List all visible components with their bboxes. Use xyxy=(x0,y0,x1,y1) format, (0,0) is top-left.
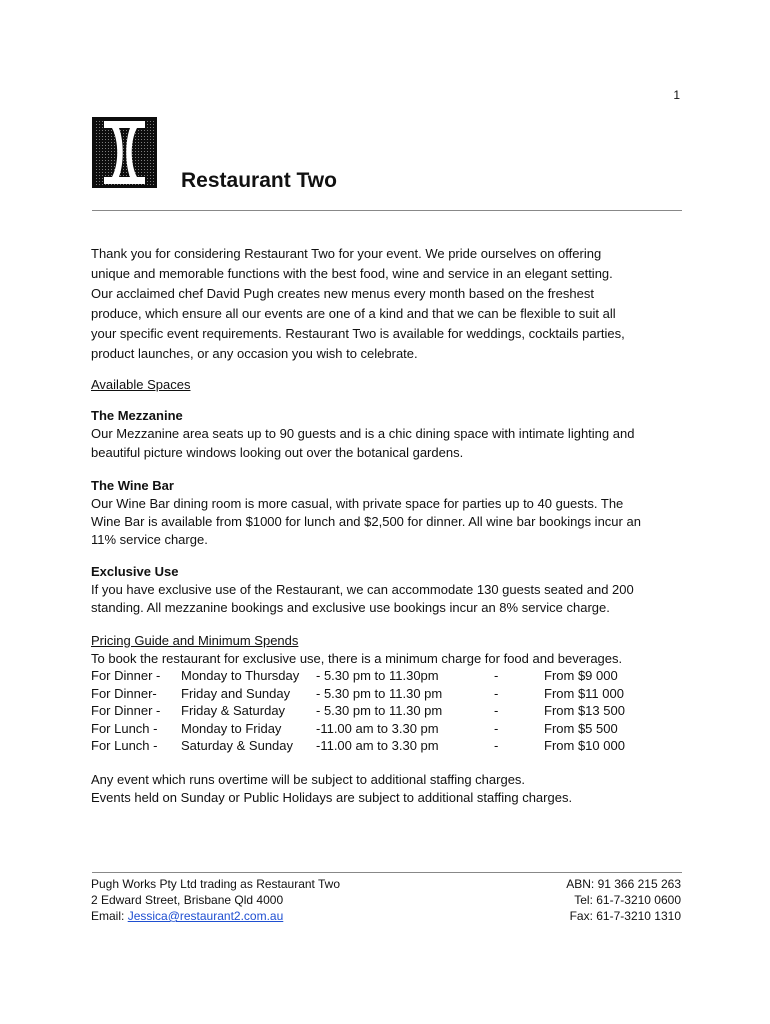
intro-line: Our acclaimed chef David Pugh creates new menus every month based on the freshest xyxy=(91,286,594,301)
mezzanine-line: Our Mezzanine area seats up to 90 guests and is a chic dining space with intimate lighting and xyxy=(91,426,635,441)
footer-address: 2 Edward Street, Brisbane Qld 4000 xyxy=(91,893,284,907)
pricing-intro: To book the restaurant for exclusive use, there is a minimum charge for food and beverages. xyxy=(91,651,623,666)
wine-bar-line: Our Wine Bar dining room is more casual, with private space for parties up to 40 guests. The xyxy=(91,496,624,511)
table-row xyxy=(91,667,625,685)
days-cell: Monday to Thursday xyxy=(181,668,300,683)
days-cell: Saturday & Sunday xyxy=(181,738,294,753)
footer-abn: ABN: 91 366 215 263 xyxy=(566,877,681,891)
header-divider xyxy=(92,210,682,211)
footer-tel: Tel: 61-7-3210 0600 xyxy=(574,893,681,907)
dash-cell: - xyxy=(494,703,499,718)
exclusive-use-line: If you have exclusive use of the Restaurant, we can accommodate 130 guests seated and 200 xyxy=(91,582,634,597)
pricing-heading: Pricing Guide and Minimum Spends xyxy=(91,633,299,648)
footer-numbers xyxy=(566,876,681,924)
intro-line: your specific event requirements. Restaurant Two is available for weddings, cocktails parties, xyxy=(91,326,625,341)
dash-cell: - xyxy=(494,668,499,683)
dash-cell: - xyxy=(494,738,499,753)
exclusive-use-line: standing. All mezzanine bookings and exclusive use bookings incur an 8% service charge. xyxy=(91,600,610,615)
footer-contact xyxy=(91,876,340,924)
table-row xyxy=(91,737,625,755)
pricing-section xyxy=(91,632,691,668)
intro-line: product launches, or any occasion you wish to celebrate. xyxy=(91,346,418,361)
restaurant-two-logo xyxy=(92,117,157,188)
available-spaces-heading: Available Spaces xyxy=(91,377,191,392)
footer-divider xyxy=(92,872,682,873)
meal-cell: For Lunch - xyxy=(91,738,158,753)
footer-email-row xyxy=(91,908,340,924)
meal-cell: For Lunch - xyxy=(91,720,158,736)
page-title: Restaurant Two xyxy=(181,169,337,192)
price-cell: From $10 000 xyxy=(544,738,625,753)
exclusive-use-heading: Exclusive Use xyxy=(91,564,179,579)
intro-line: produce, which ensure all our events are one of a kind and that we can be flexible to suit all xyxy=(91,306,616,321)
dash-cell: - xyxy=(494,720,499,736)
footer-fax: Fax: 61-7-3210 1310 xyxy=(569,909,681,923)
time-cell: - 5.30 pm to 11.30pm xyxy=(316,668,439,683)
mezzanine-heading: The Mezzanine xyxy=(91,408,183,423)
email-link[interactable]: Jessica@restaurant2.com.au xyxy=(127,909,284,923)
table-row xyxy=(91,720,625,738)
meal-cell: For Dinner - xyxy=(91,703,161,718)
wine-bar-line: Wine Bar is available from $1000 for lunch and $2,500 for dinner. All wine bar bookings incur an xyxy=(91,514,641,529)
price-cell: From $13 500 xyxy=(544,703,625,718)
intro-line: Thank you for considering Restaurant Two for your event. We pride ourselves on offering xyxy=(91,246,602,261)
intro-line: unique and memorable functions with the best food, wine and service in an elegant setting. xyxy=(91,266,613,281)
wine-bar-heading: The Wine Bar xyxy=(91,478,174,493)
dash-cell: - xyxy=(494,685,499,701)
footer-company: Pugh Works Pty Ltd trading as Restaurant Two xyxy=(91,877,341,891)
meal-cell: For Dinner - xyxy=(91,668,161,683)
time-cell: - 5.30 pm to 11.30 pm xyxy=(316,685,443,701)
intro-paragraph xyxy=(91,244,691,364)
table-row xyxy=(91,702,625,720)
price-cell: From $5 500 xyxy=(544,720,618,736)
days-cell: Friday and Sunday xyxy=(181,685,291,701)
price-cell: From $9 000 xyxy=(544,668,618,683)
mezzanine-section xyxy=(91,407,691,462)
page-number: 1 xyxy=(673,88,680,102)
note-line: Any event which runs overtime will be subject to additional staffing charges. xyxy=(91,772,526,787)
days-cell: Monday to Friday xyxy=(181,720,282,736)
price-cell: From $11 000 xyxy=(544,685,624,701)
days-cell: Friday & Saturday xyxy=(181,703,286,718)
time-cell: - 5.30 pm to 11.30 pm xyxy=(316,703,443,718)
time-cell: -11.00 am to 3.30 pm xyxy=(316,738,439,753)
exclusive-use-section xyxy=(91,563,691,617)
wine-bar-line: 11% service charge. xyxy=(91,532,208,547)
notes-section xyxy=(91,771,691,807)
time-cell: -11.00 am to 3.30 pm xyxy=(316,720,439,736)
footer-email-label: Email: xyxy=(91,909,128,923)
note-line: Events held on Sunday or Public Holidays are subject to additional staffing charges. xyxy=(91,790,573,805)
mezzanine-line: beautiful picture windows looking out over the botanical gardens. xyxy=(91,445,464,460)
table-row xyxy=(91,685,625,703)
pricing-table xyxy=(91,667,625,755)
wine-bar-section xyxy=(91,477,691,549)
meal-cell: For Dinner- xyxy=(91,685,157,701)
